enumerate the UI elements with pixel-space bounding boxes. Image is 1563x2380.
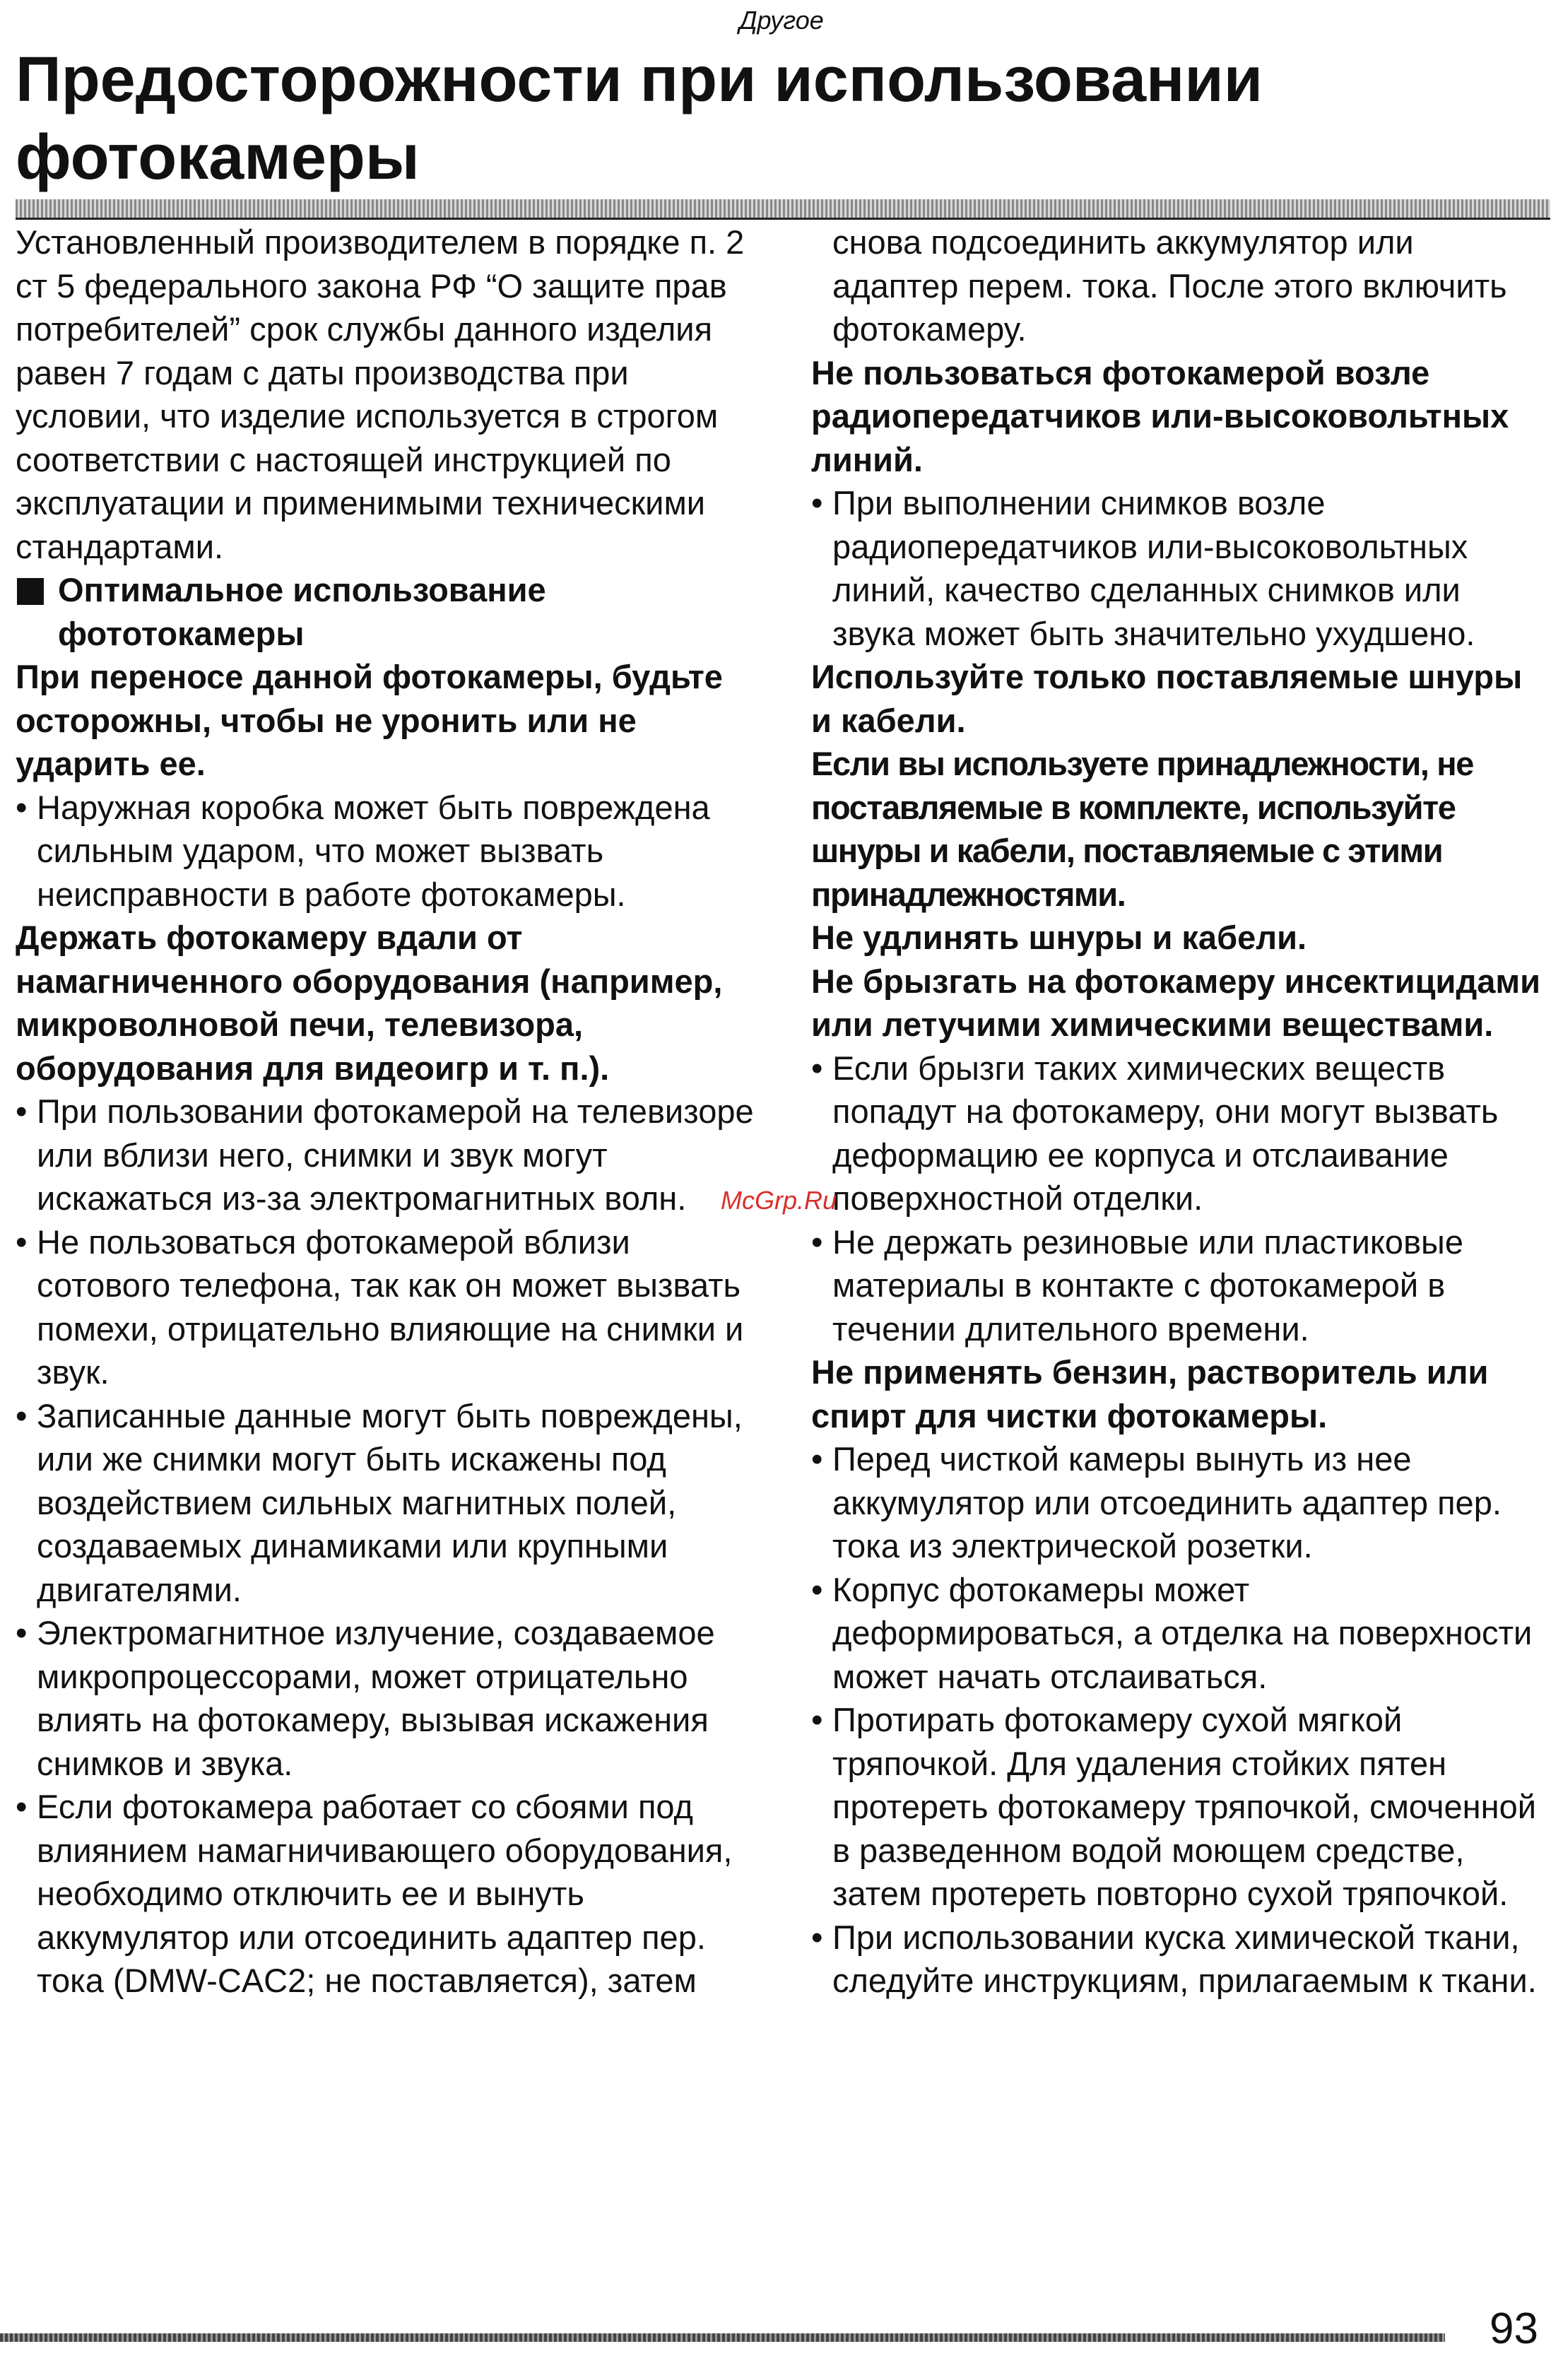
bullet-item xyxy=(811,481,1546,655)
bullet-dot-icon: • xyxy=(16,1788,28,1825)
page-title: Предосторожности при использовании фотокамеры xyxy=(16,45,1263,193)
bullet-dot-icon: • xyxy=(16,1092,28,1130)
bullet-text: При использовании куска химической ткани, следуйте инструкциям, прилагаемым к ткани. xyxy=(832,1918,1537,1999)
bullet-dot-icon: • xyxy=(16,788,28,826)
service-life-paragraph: Установленный производителем в порядке п. 2 ст 5 федерального закона РФ “О защите прав потребителей” срок службы данного изделия равен 7 годам с даты производства при условии, что изделие используется в строгом соответствии с настоящей инструкцией по эксплуатации и применимыми техническими стандартами. xyxy=(16,223,745,565)
bullet-text: Записанные данные могут быть повреждены, или же снимки могут быть искажены под воздействием сильных магнитных полей, создаваемых динамиками или крупными двигателями. xyxy=(37,1396,743,1608)
bullet-item xyxy=(16,1394,754,1612)
cables-heading: Используйте только поставляемые шнуры и кабели. xyxy=(811,658,1523,739)
spray-warning-heading: Не брызгать на фотокамеру инсектицидами или летучими химическими веществами. xyxy=(811,962,1541,1043)
bullet-dot-icon: • xyxy=(811,1570,823,1608)
left-column xyxy=(16,220,754,2003)
solvent-warning-heading: Не применять бензин, растворитель или спирт для чистки фотокамеры. xyxy=(811,1353,1489,1435)
bullet-item xyxy=(16,786,754,917)
bullet-item xyxy=(16,1611,754,1785)
page-number: 93 xyxy=(1490,2304,1538,2353)
bullet-dot-icon: • xyxy=(16,1223,28,1261)
bullet-item xyxy=(811,1698,1546,1916)
bullet-dot-icon: • xyxy=(811,1049,823,1087)
bullet-text: Протирать фотокамеру сухой мягкой тряпочкой. Для удаления стойких пятен протереть фотокамеру тряпочкой, смоченной в разведенном водой моющем средстве, затем протереть повторно сухой тряпочкой. xyxy=(832,1701,1536,1912)
bullet-dot-icon: • xyxy=(811,1918,823,1956)
bullet-dot-icon: • xyxy=(811,1440,823,1478)
accessories-heading: Если вы используете принадлежности, не поставляемые в комплекте, используйте шнуры и кабели, поставляемые с этими принадлежностями. xyxy=(811,745,1473,913)
magnetic-warning-heading: Держать фотокамеру вдали от намагниченного оборудования (например, микроволновой печи, телевизора, оборудования для видеоигр и т. п.). xyxy=(16,919,723,1087)
continued-text: снова подсоединить аккумулятор или адаптер перем. тока. После этого включить фотокамеру. xyxy=(832,223,1507,348)
bullet-text: При выполнении снимков возле радиопередатчиков или-высоковольтных линий, качество сделанных снимков или звука может быть значительно ухудшено. xyxy=(832,484,1475,652)
bullet-text: Перед чисткой камеры вынуть из нее аккумулятор или отсоединить адаптер пер. тока из электрической розетки. xyxy=(832,1440,1502,1565)
optimal-use-subheading xyxy=(16,568,754,655)
bullet-item xyxy=(811,1047,1546,1220)
bullet-item xyxy=(16,1220,754,1394)
bullet-dot-icon: • xyxy=(811,1223,823,1261)
watermark: McGrp.Ru xyxy=(721,1186,837,1215)
bullet-text: Не пользоваться фотокамерой вблизи сотового телефона, так как он может вызвать помехи, отрицательно влияющие на снимки и звук. xyxy=(37,1223,744,1391)
bullet-text: Наружная коробка может быть повреждена сильным ударом, что может вызвать неисправности в работе фотокамеры. xyxy=(37,788,710,913)
bullet-item xyxy=(811,1916,1546,2003)
bullet-dot-icon: • xyxy=(811,1701,823,1738)
bullet-dot-icon: • xyxy=(16,1614,28,1651)
footer-divider xyxy=(0,2333,1445,2342)
bullet-item xyxy=(811,1568,1546,1699)
extend-cables-heading: Не удлинять шнуры и кабели. xyxy=(811,919,1307,956)
bullet-item xyxy=(811,1437,1546,1568)
bullet-dot-icon: • xyxy=(811,484,823,522)
drop-warning-heading: При переносе данной фотокамеры, будьте осторожны, чтобы не уронить или не ударить ее. xyxy=(16,658,723,782)
square-bullet-icon xyxy=(17,578,44,605)
bullet-item xyxy=(16,1785,754,2003)
bullet-dot-icon: • xyxy=(16,1396,28,1435)
optimal-use-text: Оптимальное использование фототокамеры xyxy=(58,571,546,652)
bullet-item xyxy=(811,1220,1546,1351)
bullet-text: Электромагнитное излучение, создаваемое микропроцессорами, может отрицательно влиять на фотокамеру, вызывая искажения снимков и звука. xyxy=(37,1614,715,1782)
bullet-text: Не держать резиновые или пластиковые материалы в контакте с фотокамерой в течении длительного времени. xyxy=(832,1223,1463,1348)
radio-warning-heading: Не пользоваться фотокамерой возле радиопередатчиков или-высоковольтных линий. xyxy=(811,353,1509,478)
bullet-text: Если брызги таких химических веществ попадут на фотокамеру, они могут вызвать деформацию ее корпуса и отслаивание поверхностной отделки. xyxy=(832,1049,1499,1217)
bullet-item xyxy=(16,1090,754,1220)
right-column xyxy=(811,220,1546,2003)
section-label: Другое xyxy=(739,6,824,35)
bullet-text: Если фотокамера работает со сбоями под влиянием намагничивающего оборудования, необходимо отключить ее и вынуть аккумулятор или отсоединить адаптер пер. тока (DMW-CAC2; не поставляется), затем xyxy=(37,1788,733,1999)
bullet-text: Корпус фотокамеры может деформироваться, а отделка на поверхности может начать отслаиваться. xyxy=(832,1570,1533,1695)
title-divider xyxy=(16,199,1550,220)
bullet-text: При пользовании фотокамерой на телевизоре или вблизи него, снимки и звук могут искажаться из-за электромагнитных волн. xyxy=(37,1092,754,1217)
